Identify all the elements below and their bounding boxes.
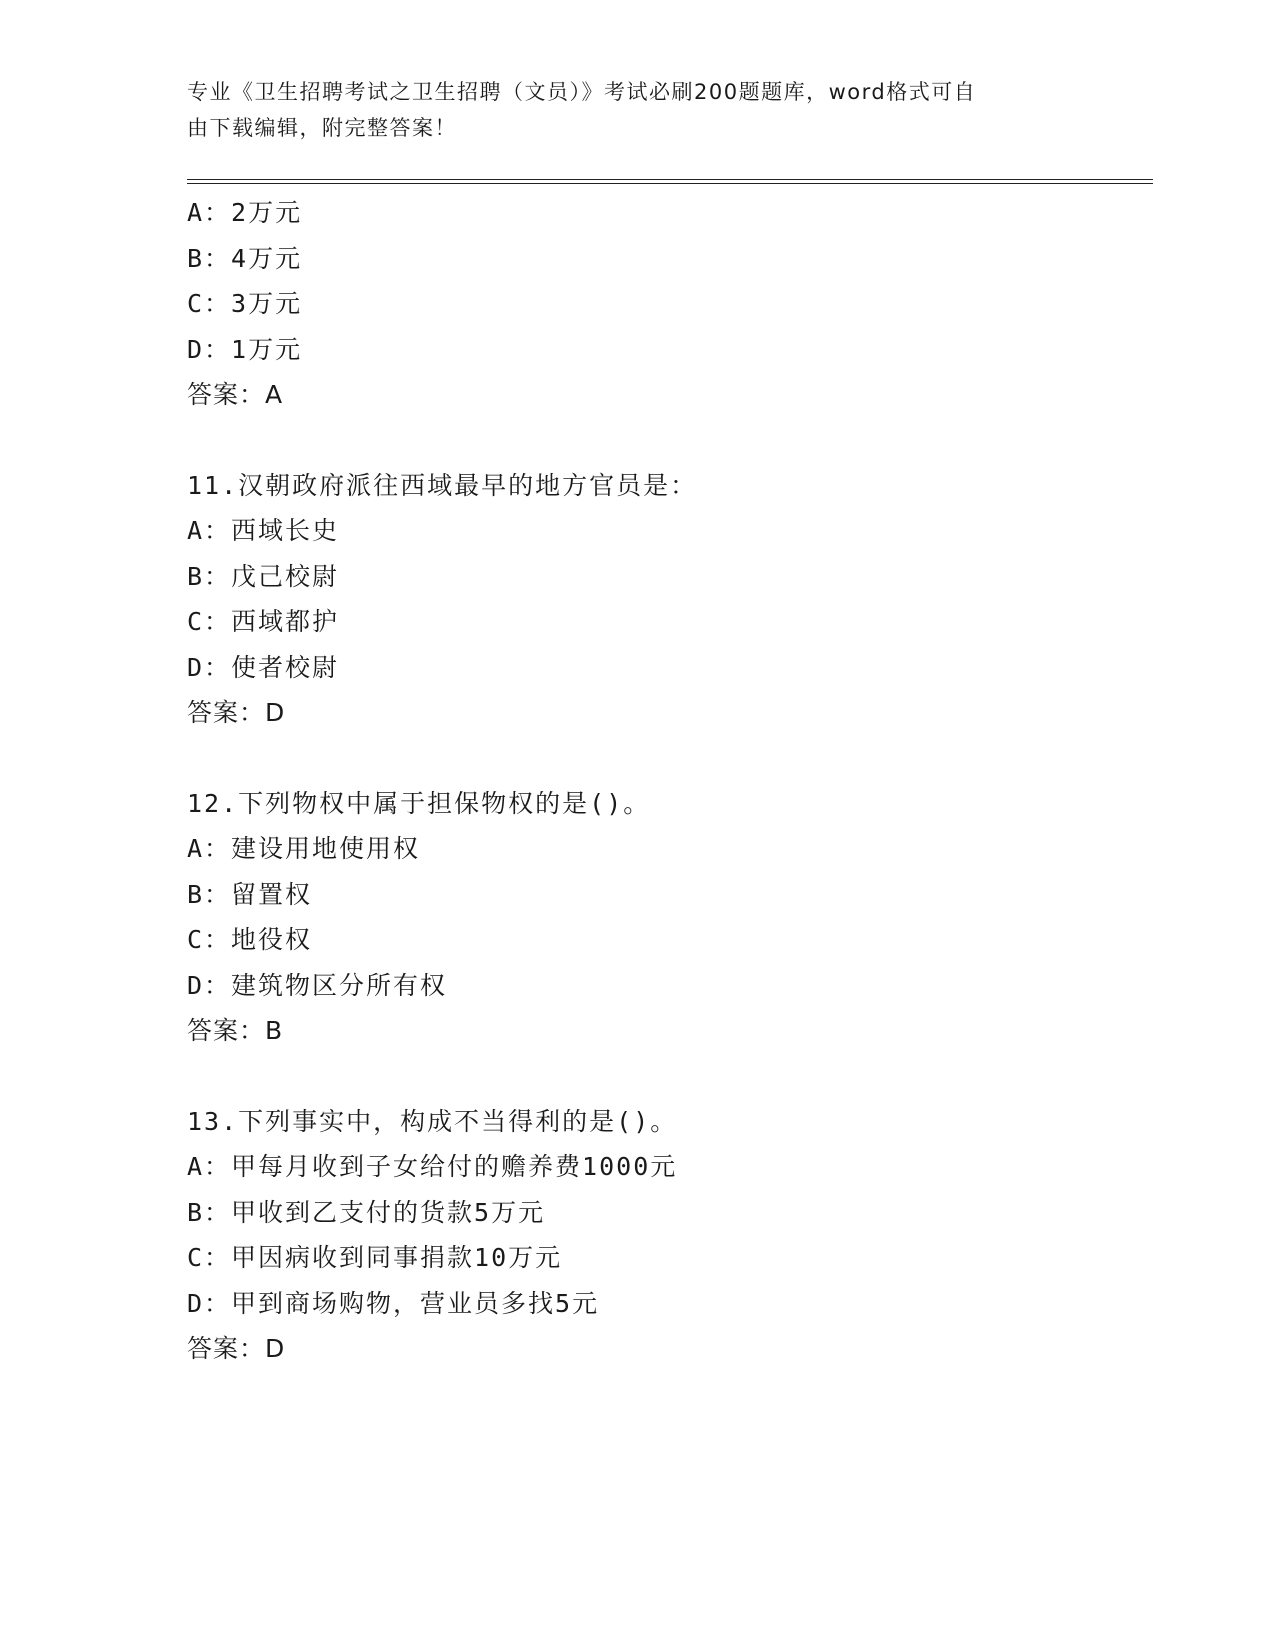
spacer [187, 1054, 1147, 1099]
spacer [187, 418, 1147, 463]
option-b: B：4万元 [187, 243, 303, 273]
question-stem: 12.下列物权中属于担保物权的是()。 [187, 788, 651, 818]
option-b: B：留置权 [187, 879, 313, 909]
option-b: B：戊己校尉 [187, 561, 340, 591]
option-a: A：2万元 [187, 198, 303, 227]
option-d: D：使者校尉 [187, 652, 340, 682]
option-c: C：甲因病收到同事捐款10万元 [187, 1243, 563, 1272]
option-b: B：甲收到乙支付的货款5万元 [187, 1197, 546, 1227]
answer-line: 答案：A [187, 380, 284, 409]
question-stem: 11.汉朝政府派往西域最早的地方官员是： [187, 470, 698, 500]
question-block-12 [187, 781, 1147, 1054]
question-stem: 13.下列事实中，构成不当得利的是()。 [187, 1106, 678, 1136]
option-c: C：西域都护 [187, 607, 340, 636]
option-a: A：甲每月收到子女给付的赡养费1000元 [187, 1152, 678, 1181]
option-d: D：1万元 [187, 334, 303, 364]
question-block-10 [187, 190, 1147, 418]
header-divider-top [187, 179, 1153, 180]
option-d: D：甲到商场购物，营业员多找5元 [187, 1288, 600, 1318]
option-c: C：3万元 [187, 289, 303, 318]
question-block-11 [187, 463, 1147, 736]
answer-line: 答案：B [187, 1016, 284, 1045]
option-c: C：地役权 [187, 925, 313, 954]
document-header [187, 74, 1067, 146]
header-line-2: 由下载编辑，附完整答案！ [187, 116, 457, 140]
answer-line: 答案：D [187, 1334, 286, 1363]
option-a: A：西域长史 [187, 516, 340, 545]
header-divider-bottom [187, 183, 1153, 184]
question-block-13 [187, 1099, 1147, 1372]
option-a: A：建设用地使用权 [187, 834, 421, 863]
question-list [187, 190, 1147, 1372]
header-line-1: 专业《卫生招聘考试之卫生招聘（文员）》考试必刷200题题库，word格式可自 [187, 80, 977, 104]
answer-line: 答案：D [187, 698, 286, 727]
spacer [187, 736, 1147, 781]
option-d: D：建筑物区分所有权 [187, 970, 448, 1000]
